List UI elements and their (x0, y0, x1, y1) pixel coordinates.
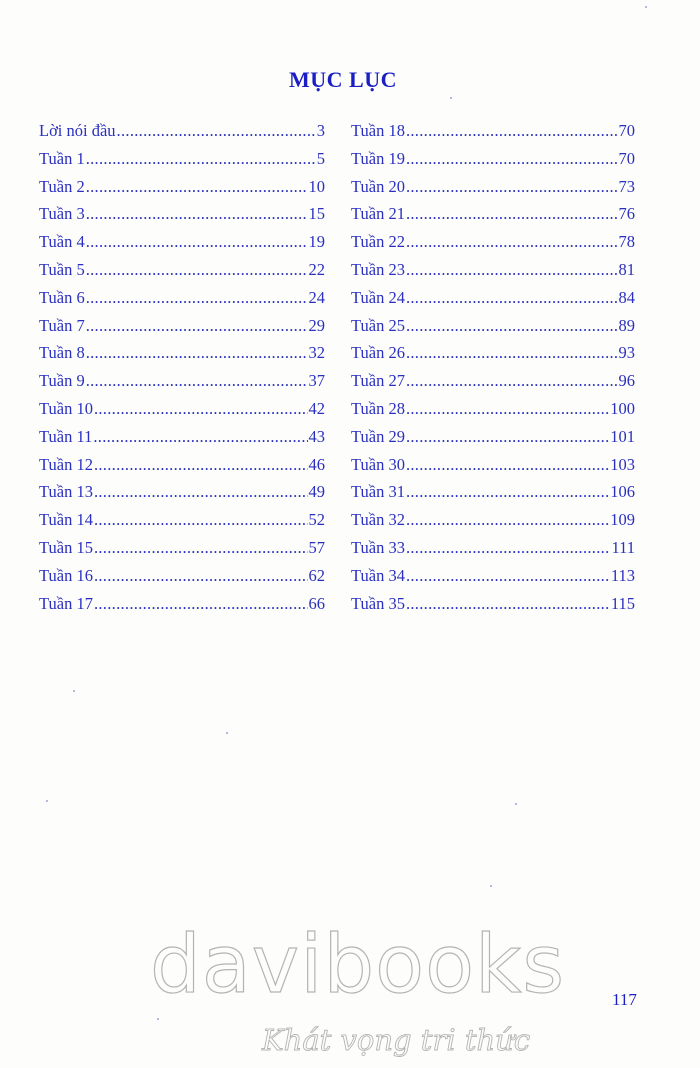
toc-entry-page: 3 (316, 121, 325, 140)
toc-entry-label: Tuần 1 (39, 148, 85, 168)
toc-dot-leader (406, 316, 618, 336)
toc-dot-leader (94, 482, 308, 502)
toc-entry[interactable] (351, 232, 635, 260)
toc-entry-page: 96 (618, 371, 635, 391)
toc-dot-leader (86, 177, 308, 197)
toc-entry-page: 81 (618, 259, 635, 279)
toc-dot-leader (406, 427, 609, 447)
toc-entry-page: 109 (610, 510, 635, 530)
toc-entry-page: 93 (618, 343, 635, 363)
toc-entry[interactable] (39, 538, 325, 566)
toc-entry[interactable] (39, 232, 325, 260)
toc-entry[interactable] (351, 204, 635, 232)
toc-dot-leader (406, 177, 618, 197)
toc-dot-leader (406, 121, 618, 141)
toc-entry-label: Tuần 34 (351, 565, 405, 585)
toc-dot-leader (94, 455, 308, 475)
toc-entry-label: Tuần 31 (351, 482, 405, 502)
toc-entry-label: Tuần 16 (39, 565, 93, 585)
toc-entry[interactable] (351, 260, 635, 288)
toc-dot-leader (406, 399, 609, 419)
toc-entry-label: Tuần 30 (351, 454, 405, 474)
toc-entry[interactable] (351, 594, 635, 622)
toc-dot-leader (406, 343, 618, 363)
toc-dot-leader (406, 149, 618, 169)
toc-dot-leader (94, 566, 308, 586)
toc-dot-leader (86, 232, 308, 252)
toc-entry-label: Tuần 23 (351, 259, 405, 279)
scan-speck (157, 1018, 159, 1020)
toc-dot-leader (86, 371, 308, 391)
toc-entry[interactable] (351, 177, 635, 205)
scan-speck (450, 97, 452, 99)
toc-entry-label: Tuần 13 (39, 482, 93, 502)
toc-dot-leader (94, 594, 308, 614)
watermark-brand: davibooks (150, 918, 566, 1011)
toc-entry-page: 32 (308, 343, 325, 363)
toc-dot-leader (94, 510, 308, 530)
toc-entry[interactable] (39, 288, 325, 316)
toc-entry-label: Tuần 12 (39, 454, 93, 474)
watermark-slogan: Khát vọng tri thức (262, 1023, 531, 1057)
toc-entry-page: 62 (308, 565, 325, 585)
toc-entry-label: Tuần 2 (39, 176, 85, 196)
scan-speck (46, 800, 48, 802)
toc-entry-page: 43 (308, 426, 325, 446)
toc-entry-label: Tuần 10 (39, 398, 93, 418)
toc-entry[interactable] (351, 455, 635, 483)
toc-entry-page: 5 (316, 148, 325, 168)
toc-entry[interactable] (39, 149, 325, 177)
toc-entry-page: 29 (308, 315, 325, 335)
toc-title: MỤC LỤC (289, 66, 397, 92)
toc-entry-label: Tuần 24 (351, 287, 405, 307)
toc-entry-label: Tuần 19 (351, 148, 405, 168)
toc-entry-page: 10 (308, 176, 325, 196)
toc-dot-leader (406, 371, 618, 391)
toc-dot-leader (406, 288, 618, 308)
toc-entry-label: Tuần 32 (351, 510, 405, 530)
toc-entry-label: Tuần 29 (351, 426, 405, 446)
toc-dot-leader (406, 566, 610, 586)
toc-entry-label: Tuần 3 (39, 204, 85, 224)
toc-entry-page: 70 (618, 121, 635, 140)
toc-entry-label: Tuần 26 (351, 343, 405, 363)
toc-dot-leader (93, 427, 307, 447)
toc-entry-label: Tuần 5 (39, 259, 85, 279)
toc-entry[interactable] (39, 566, 325, 594)
toc-entry[interactable] (351, 510, 635, 538)
toc-entry-page: 37 (308, 371, 325, 391)
toc-dot-leader (86, 149, 316, 169)
toc-entry-page: 84 (618, 287, 635, 307)
toc-entry-label: Tuần 6 (39, 287, 85, 307)
toc-entry[interactable] (39, 455, 325, 483)
toc-dot-leader (406, 260, 618, 280)
toc-entry[interactable] (39, 399, 325, 427)
page-number: 117 (612, 990, 637, 1009)
toc-dot-leader (406, 204, 618, 224)
toc-entry-page: 113 (610, 565, 635, 585)
toc-entry-page: 22 (308, 259, 325, 279)
toc-dot-leader (406, 510, 609, 530)
toc-entry-page: 73 (618, 176, 635, 196)
toc-entry-page: 42 (308, 398, 325, 418)
toc-entry[interactable] (39, 260, 325, 288)
toc-entry[interactable] (351, 399, 635, 427)
toc-dot-leader (406, 538, 611, 558)
toc-entry-page: 76 (618, 204, 635, 224)
toc-entry-page: 19 (308, 232, 325, 252)
toc-dot-leader (86, 343, 308, 363)
toc-entry-page: 115 (610, 593, 635, 613)
toc-entry-label: Tuần 20 (351, 176, 405, 196)
toc-dot-leader (117, 121, 316, 141)
toc-entry-label: Tuần 35 (351, 593, 405, 613)
scan-speck (490, 885, 492, 887)
toc-dot-leader (406, 594, 610, 614)
toc-entry[interactable] (351, 538, 635, 566)
toc-entry[interactable] (351, 149, 635, 177)
toc-entry[interactable] (39, 427, 325, 455)
toc-entry-label: Tuần 18 (351, 121, 405, 140)
scan-speck (645, 6, 647, 8)
scan-speck (73, 690, 75, 692)
scan-speck (515, 803, 517, 805)
toc-entry-label: Tuần 7 (39, 315, 85, 335)
toc-dot-leader (86, 204, 308, 224)
toc-entry-label: Tuần 8 (39, 343, 85, 363)
toc-entry[interactable] (39, 204, 325, 232)
toc-column-left (39, 121, 325, 621)
toc-dot-leader (406, 232, 618, 252)
toc-dot-leader (406, 455, 609, 475)
toc-entry-label: Tuần 21 (351, 204, 405, 224)
toc-entry[interactable] (351, 316, 635, 344)
toc-entry-page: 57 (308, 537, 325, 557)
toc-entry-page: 78 (618, 232, 635, 252)
toc-entry-page: 103 (610, 454, 635, 474)
toc-entry-page: 49 (308, 482, 325, 502)
toc-entry[interactable] (39, 482, 325, 510)
toc-entry-label: Tuần 9 (39, 371, 85, 391)
toc-entry-page: 46 (308, 454, 325, 474)
toc-entry-label: Tuần 28 (351, 398, 405, 418)
toc-entry-page: 89 (618, 315, 635, 335)
toc-entry-page: 52 (308, 510, 325, 530)
toc-entry-label: Lời nói đầu (39, 121, 116, 140)
toc-entry-label: Tuần 4 (39, 232, 85, 252)
toc-entry[interactable] (39, 121, 325, 149)
toc-entry[interactable] (39, 316, 325, 344)
toc-dot-leader (406, 482, 609, 502)
scan-speck (226, 732, 228, 734)
toc-entry-page: 111 (611, 537, 635, 557)
toc-entry-page: 101 (610, 426, 635, 446)
toc-dot-leader (86, 260, 308, 280)
toc-entry-label: Tuần 15 (39, 537, 93, 557)
toc-entry[interactable] (39, 343, 325, 371)
toc-entry[interactable] (351, 427, 635, 455)
toc-dot-leader (94, 399, 308, 419)
toc-entry-page: 24 (308, 287, 325, 307)
toc-entry-label: Tuần 22 (351, 232, 405, 252)
toc-entry[interactable] (39, 510, 325, 538)
toc-entry-label: Tuần 11 (39, 426, 93, 446)
toc-entry[interactable] (351, 482, 635, 510)
toc-entry-page: 100 (610, 398, 635, 418)
toc-entry-page: 15 (308, 204, 325, 224)
toc-dot-leader (86, 288, 308, 308)
toc-entry[interactable] (351, 121, 635, 149)
toc-entry[interactable] (351, 288, 635, 316)
toc-entry[interactable] (39, 594, 325, 622)
toc-entry-label: Tuần 25 (351, 315, 405, 335)
toc-column-right (351, 121, 635, 621)
toc-entry-page: 70 (618, 148, 635, 168)
toc-entry-page: 106 (610, 482, 635, 502)
toc-entry[interactable] (39, 177, 325, 205)
toc-entry[interactable] (351, 566, 635, 594)
toc-entry[interactable] (351, 371, 635, 399)
toc-entry-label: Tuần 14 (39, 510, 93, 530)
toc-entry[interactable] (351, 343, 635, 371)
toc-entry[interactable] (39, 371, 325, 399)
toc-dot-leader (94, 538, 308, 558)
toc-entry-page: 66 (308, 593, 325, 613)
toc-entry-label: Tuần 33 (351, 537, 405, 557)
toc-entry-label: Tuần 17 (39, 593, 93, 613)
toc-dot-leader (86, 316, 308, 336)
toc-entry-label: Tuần 27 (351, 371, 405, 391)
